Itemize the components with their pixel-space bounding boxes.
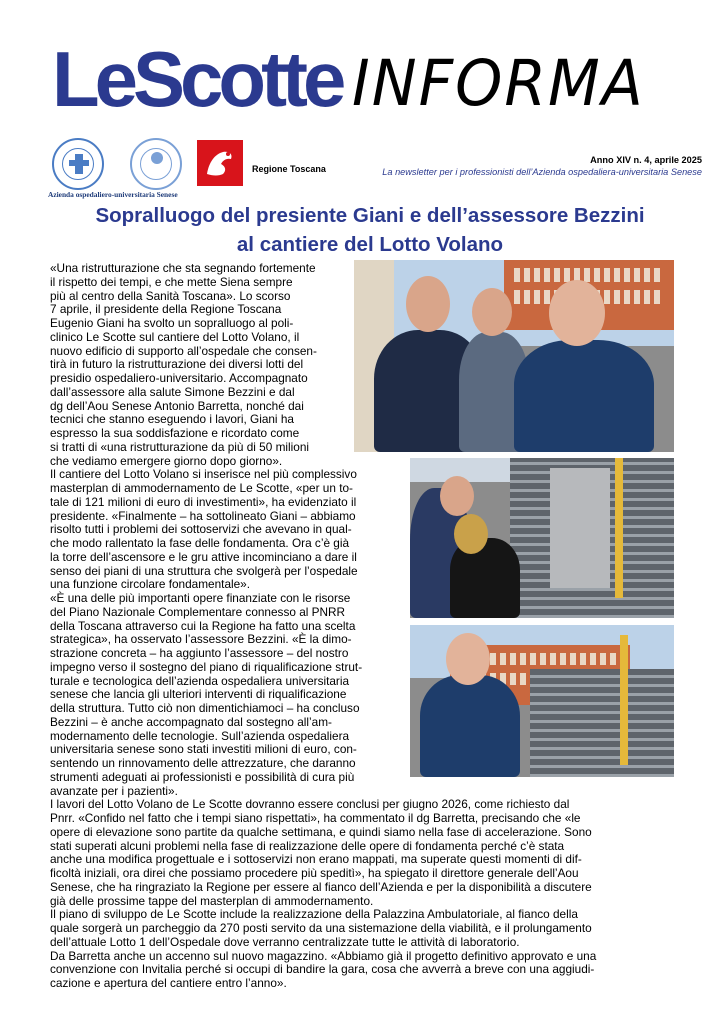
body-line: convenzione con Invitalia perché si occupi di bandire la gara, cosa che avverrà a breve con una aggiudi- bbox=[50, 962, 595, 977]
body-line: sentendo un rinnovamento delle attrezzature, che daranno bbox=[50, 756, 356, 770]
body-line: Bezzini – è anche accompagnato dal sostegno all’am- bbox=[50, 714, 332, 729]
body-line: Da Barretta anche un accenno sul nuovo magazzino. «Abbiamo già il progetto definitivo approvato e una bbox=[50, 948, 597, 963]
body-line: universitaria senese sono stati investiti milioni di euro, con- bbox=[50, 742, 357, 757]
body-line: tecnici che stanno eseguendo i lavori, Giani ha bbox=[50, 412, 294, 427]
body-line: della struttura. Tutto ciò non dimentichiamoci – ha concluso bbox=[50, 701, 360, 715]
newsletter-tagline: La newsletter per i professionisti dell’Azienda ospedaliera-universitaria Senese bbox=[382, 167, 702, 177]
body-line: modernamento delle tecnologie. Sull’azienda ospedaliera bbox=[50, 728, 350, 743]
body-line: I lavori del Lotto Volano de Le Scotte dovranno essere conclusi per giugno 2026, come richiesto dal bbox=[50, 797, 570, 812]
aou-caption: Azienda ospedaliero-universitaria Senese bbox=[48, 190, 178, 199]
body-line: senese che lancia gli ulteriori interventi di riqualificazione bbox=[50, 687, 347, 702]
region-label: Regione Toscana bbox=[252, 164, 326, 174]
body-line: quale sorgerà un parcheggio da 270 posti servito da una sistemazione della viabilità, e il prolungamento bbox=[50, 921, 592, 935]
headline-line-1: Sopralluogo del presiente Giani e dell’assessore Bezzini bbox=[95, 204, 645, 227]
body-line: che vediamo emergere giorno dopo giorno». bbox=[50, 453, 283, 468]
masthead-brand-left: LeScotte bbox=[52, 35, 342, 123]
body-line: già delle prossime tappe del masterplan di ammodernamento. bbox=[50, 893, 374, 908]
body-line: strumenti adeguati ai professionisti e possibilità di cura più bbox=[50, 769, 355, 784]
body-line: si tratti di «una ristrutturazione da più di 50 milioni bbox=[50, 439, 310, 454]
body-line: dall’assessore alla salute Simone Bezzini e dal bbox=[50, 384, 295, 399]
body-line: la torre dell’ascensore e le gru attive incominciano a dare il bbox=[50, 549, 357, 564]
article-body bbox=[50, 262, 596, 991]
body-line: della Toscana attraverso cui la Regione ha fatto una scelta bbox=[50, 618, 356, 633]
body-line: tale di 121 milioni di euro di investimenti», ha evidenziato il bbox=[50, 494, 357, 509]
headline-line-2: al cantiere del Lotto Volano bbox=[236, 233, 504, 256]
body-line: che modo rallentato la fase delle fondamenta. Ora c’è già bbox=[50, 536, 350, 550]
body-line: espresso la sua soddisfazione e ricordato come bbox=[50, 426, 300, 440]
body-line: «Una ristrutturazione che sta segnando fortemente bbox=[50, 261, 316, 275]
masthead-brand-right: INFORMA bbox=[352, 47, 645, 121]
body-line: Il cantiere del Lotto Volano si inserisce nel più complessivo bbox=[50, 467, 357, 482]
body-line: Senese, che ha ringraziato la Regione per essere al fianco dell’Azienda e per la disponibilità a discutere bbox=[50, 879, 592, 894]
body-line: turale e tecnologica dell’azienda ospedaliera universitaria bbox=[50, 673, 350, 688]
body-line: dell’attuale Lotto 1 dell’Ospedale dove verranno centralizzate tutte le attività di laboratorio. bbox=[50, 934, 520, 949]
body-line: stati superati alcuni problemi nella fase di realizzazione delle opere di fondamenta perché c’è stata bbox=[50, 838, 565, 853]
body-line: presidente. «Finalmente – ha sottolineato Giani – abbiamo bbox=[50, 508, 356, 523]
body-line: 7 aprile, il presidente della Regione Toscana bbox=[50, 302, 282, 317]
body-line: clinico Le Scotte sul cantiere del Lotto Volano, il bbox=[50, 329, 300, 344]
body-line: una funzione circolare fondamentale». bbox=[50, 577, 251, 592]
region-toscana-logo-icon bbox=[197, 140, 243, 186]
body-line: nuovo edificio di supporto all’ospedale che consen- bbox=[50, 343, 317, 358]
issue-number: Anno XIV n. 4, aprile 2025 bbox=[590, 155, 702, 165]
body-line: cazione e apertura del cantiere entro l’anno». bbox=[50, 976, 287, 990]
body-line: del Piano Nazionale Complementare connesso al PNRR bbox=[50, 604, 346, 619]
body-line: tirà in futuro la ristrutturazione dei diversi lotti del bbox=[50, 357, 304, 372]
body-line: «È una delle più importanti opere finanziate con le risorse bbox=[50, 591, 351, 605]
body-line: Il piano di sviluppo de Le Scotte include la realizzazione della Palazzina Ambulatoriale, al fianco della bbox=[50, 907, 578, 922]
body-line: strazione concreta – ha aggiunto l’assessore – del nostro bbox=[50, 646, 349, 660]
body-line: avanzate per i pazienti». bbox=[50, 783, 178, 798]
body-line: masterplan di ammodernamento de Le Scotte, «per un to- bbox=[50, 481, 353, 495]
university-seal-icon bbox=[130, 138, 182, 190]
body-line: Pnrr. «Confido nel fatto che i tempi siano rispettati», ha commentato il dg Barretta, precisando che «le bbox=[50, 811, 581, 825]
logo-strip bbox=[48, 136, 342, 200]
body-line: risolto tutti i problemi dei sottoservizi che avevano in qual- bbox=[50, 522, 352, 537]
body-line: ficoltà iniziali, ora direi che possiamo procedere più speditì», ha spiegato il direttore generale dell’Aou bbox=[50, 866, 579, 880]
body-line: senso dei piani di una struttura che svolgerà per l’ospedale bbox=[50, 563, 358, 578]
body-line: opere di elevazione sono partite da qualche settimana, e quindi siamo nella fase di accelerazione. Sono bbox=[50, 824, 592, 839]
body-line: dg dell’Aou Senese Antonio Barretta, nonché dai bbox=[50, 398, 304, 413]
body-line: anche una modifica progettuale e i sottoservizi non erano mappati, ma superate questi momenti di dif- bbox=[50, 852, 582, 867]
body-line: presidio ospedaliero-universitario. Accompagnato bbox=[50, 371, 308, 385]
aou-seal-icon bbox=[52, 138, 104, 190]
body-line: impegno verso il sostegno del piano di riqualificazione strut- bbox=[50, 659, 363, 674]
body-line: più al centro della Sanità Toscana». Lo scorso bbox=[50, 288, 291, 303]
body-line: Eugenio Giani ha svolto un sopralluogo al poli- bbox=[50, 316, 294, 330]
body-line: il rispetto dei tempi, e che mette Siena sempre bbox=[50, 274, 293, 289]
body-line: strategica», ha osservato l’assessore Bezzini. «È la dimo- bbox=[50, 632, 352, 647]
